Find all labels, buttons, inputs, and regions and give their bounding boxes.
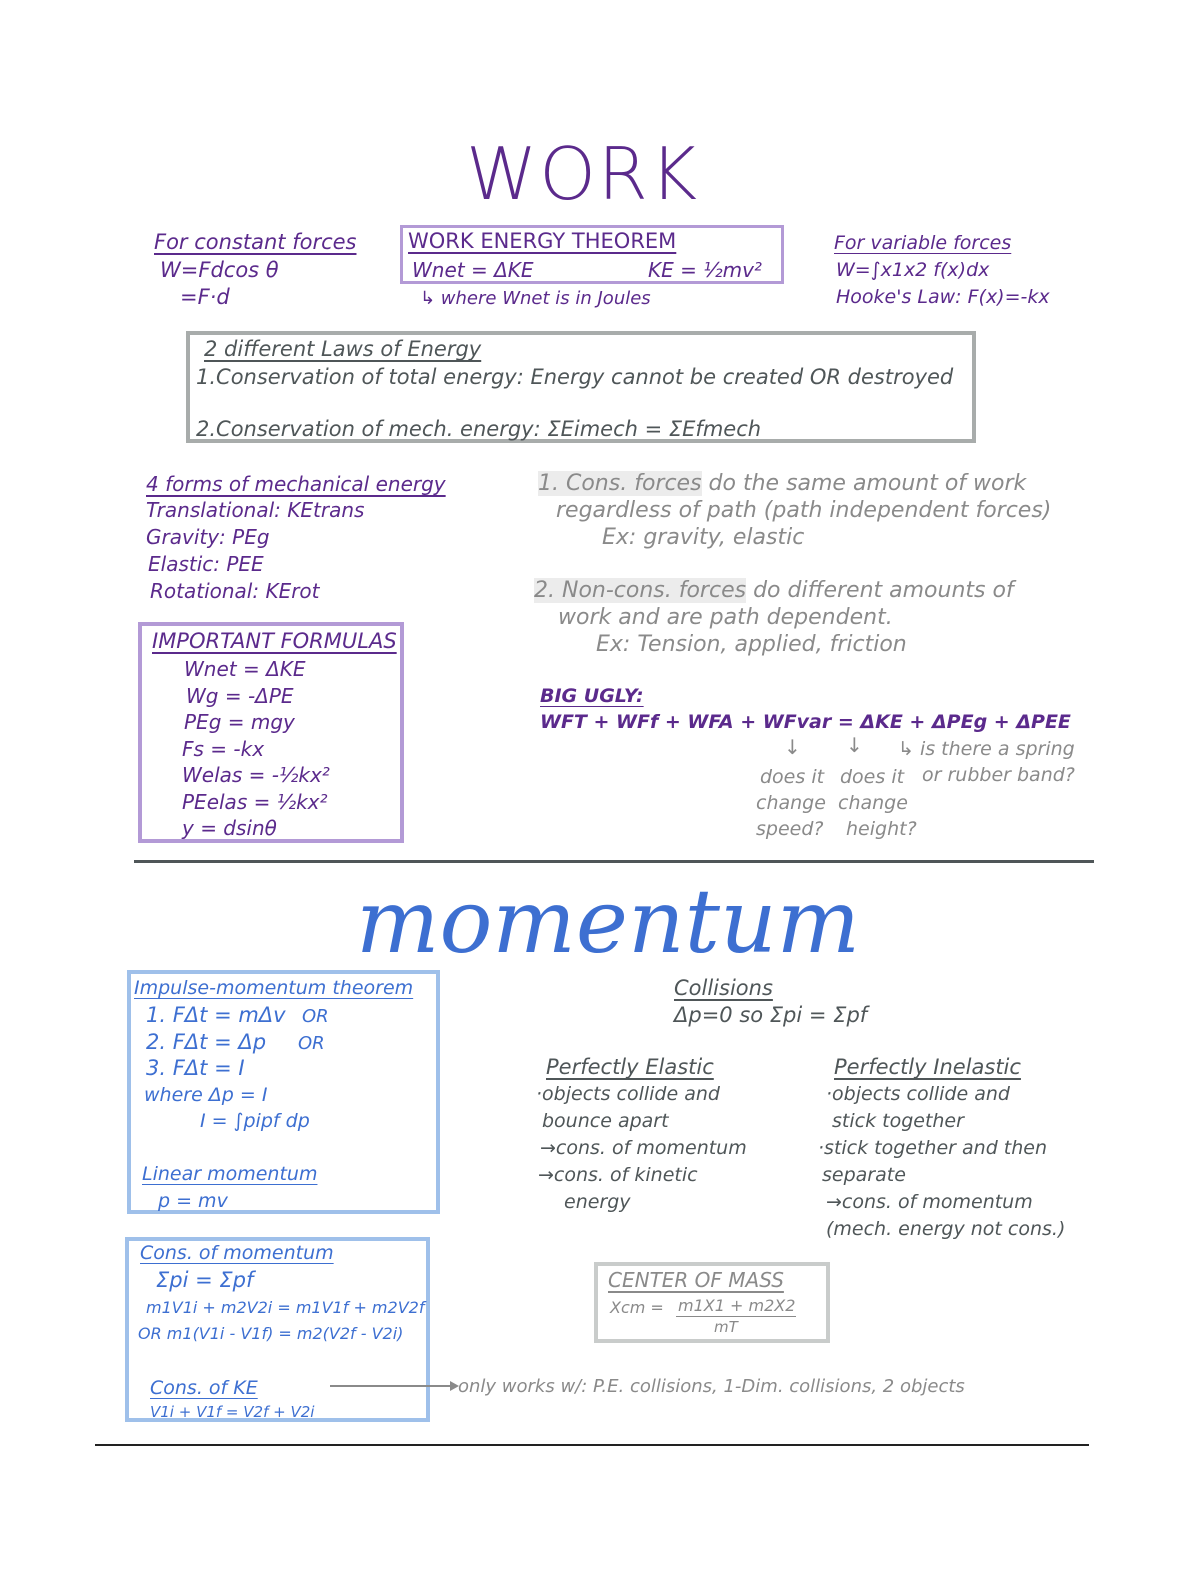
- laws-of-energy-line2: 2.Conservation of mech. energy: ΣEimech = ΣEfmech: [196, 417, 762, 441]
- impulse-where2: I = ∫pipf dp: [200, 1110, 310, 1132]
- center-of-mass-denominator: mT: [714, 1318, 738, 1336]
- important-formula: Welas = -½kx²: [182, 763, 330, 787]
- impulse-line1: 1. FΔt = mΔv: [146, 1003, 286, 1027]
- impulse-momentum-heading: Impulse-momentum theorem: [134, 977, 414, 999]
- important-formula: PEelas = ½kx²: [182, 789, 328, 814]
- noncons-forces-label: 2. Non-cons. forces: [534, 578, 747, 603]
- big-ugly-note-spring-b: or rubber band?: [922, 764, 1075, 786]
- cons-ke-arrow: [330, 1378, 460, 1394]
- inelastic-item: ·objects collide and: [826, 1083, 1010, 1105]
- impulse-or-1: OR: [302, 1006, 329, 1027]
- mechanical-energy-forms-heading: 4 forms of mechanical energy: [146, 472, 446, 496]
- important-formulas-heading: IMPORTANT FORMULAS: [152, 629, 397, 653]
- collisions-line: Δp=0 so Σpi = Σpf: [674, 1003, 868, 1027]
- big-ugly-note-speed-2: change: [756, 792, 826, 814]
- cons-ke-line: V1i + V1f = V2f + V2i: [150, 1403, 315, 1421]
- cons-momentum-line2: m1V1i + m2V2i = m1V1f + m2V2f: [146, 1298, 425, 1317]
- cons-forces-line2: regardless of path (path independent forces): [556, 498, 1052, 523]
- noncons-forces-line1: [534, 578, 1014, 603]
- work-energy-theorem-eq1: Wnet = ΔKE: [412, 258, 534, 282]
- big-ugly-note-height-3: height?: [846, 818, 917, 840]
- cons-momentum-heading: Cons. of momentum: [140, 1242, 334, 1264]
- linear-momentum-heading: Linear momentum: [142, 1163, 318, 1185]
- center-of-mass-fraction-bar: [676, 1316, 796, 1317]
- laws-of-energy-line1: 1.Conservation of total energy: Energy cannot be created OR destroyed: [196, 365, 954, 389]
- elastic-heading: Perfectly Elastic: [546, 1055, 714, 1079]
- elastic-item: →cons. of kinetic: [538, 1164, 698, 1186]
- linear-momentum-eq: p = mv: [158, 1190, 228, 1212]
- big-ugly-note-height-1: does it: [840, 766, 905, 788]
- cons-forces-label: 1. Cons. forces: [538, 471, 702, 496]
- variable-forces-line1: W=∫x1x2 f(x)dx: [836, 259, 990, 281]
- mechanical-energy-form: Rotational: KErot: [150, 579, 320, 603]
- important-formula: PEg = mgy: [184, 710, 295, 734]
- inelastic-item: →cons. of momentum: [826, 1191, 1033, 1213]
- inelastic-heading: Perfectly Inelastic: [834, 1055, 1021, 1079]
- inelastic-item: separate: [822, 1164, 906, 1186]
- work-energy-theorem-eq2: KE = ½mv²: [648, 258, 762, 282]
- noncons-forces-desc: do different amounts of: [753, 578, 1014, 603]
- big-ugly-equation: WFT + WFf + WFA + WFvar = ΔKE + ΔPEg + ΔPEE: [540, 711, 1071, 733]
- important-formula: y = dsinθ: [182, 816, 277, 840]
- work-energy-theorem-note: ↳ where Wnet is in Joules: [420, 288, 651, 309]
- cons-ke-note: only works w/: P.E. collisions, 1-Dim. collisions, 2 objects: [458, 1376, 965, 1397]
- mechanical-energy-form: Translational: KEtrans: [146, 498, 365, 522]
- cons-forces-desc: do the same amount of work: [708, 471, 1027, 496]
- constant-forces-line2: =F·d: [180, 285, 230, 309]
- big-ugly-note-spring-a: ↳ is there a spring: [898, 738, 1075, 760]
- big-ugly-arrow-speed: ↓: [784, 735, 801, 759]
- inelastic-item: (mech. energy not cons.): [826, 1218, 1066, 1240]
- big-ugly-arrow-height: ↓: [846, 733, 863, 757]
- noncons-forces-line3: Ex: Tension, applied, friction: [596, 632, 907, 657]
- impulse-where1: where Δp = I: [144, 1084, 268, 1106]
- variable-forces-line2: Hooke's Law: F(x)=-kx: [836, 286, 1050, 308]
- variable-forces-heading: For variable forces: [834, 232, 1012, 254]
- impulse-line3: 3. FΔt = I: [146, 1056, 245, 1080]
- inelastic-item: stick together: [832, 1110, 964, 1132]
- mechanical-energy-form: Gravity: PEg: [146, 525, 270, 549]
- impulse-or-2: OR: [298, 1033, 325, 1054]
- big-ugly-note-height-2: change: [838, 792, 908, 814]
- center-of-mass-numerator: m1X1 + m2X2: [678, 1296, 796, 1315]
- important-formula: Wg = -ΔPE: [186, 683, 294, 708]
- work-energy-theorem-heading: WORK ENERGY THEOREM: [408, 229, 677, 253]
- inelastic-item: ·stick together and then: [818, 1137, 1048, 1159]
- cons-forces-line1: [538, 471, 1026, 496]
- bottom-rule: [95, 1444, 1089, 1446]
- impulse-line2: 2. FΔt = Δp: [146, 1030, 267, 1054]
- collisions-heading: Collisions: [674, 976, 773, 1000]
- work-title: WORK: [466, 132, 700, 216]
- elastic-item: →cons. of momentum: [540, 1137, 747, 1159]
- laws-of-energy-heading: 2 different Laws of Energy: [204, 337, 482, 361]
- center-of-mass-lhs: Xcm =: [610, 1298, 664, 1317]
- constant-forces-line1: W=Fdcos θ: [160, 258, 279, 282]
- elastic-item: ·objects collide and: [536, 1083, 720, 1105]
- big-ugly-note-speed-1: does it: [760, 766, 825, 788]
- section-divider: [134, 860, 1094, 863]
- big-ugly-heading: BIG UGLY:: [540, 685, 644, 707]
- momentum-title: momentum: [356, 870, 861, 973]
- noncons-forces-line2: work and are path dependent.: [558, 605, 893, 630]
- cons-momentum-line3: OR m1(V1i - V1f) = m2(V2f - V2i): [138, 1324, 404, 1343]
- mechanical-energy-form: Elastic: PEE: [148, 552, 264, 576]
- cons-forces-line3: Ex: gravity, elastic: [602, 525, 805, 550]
- cons-momentum-line1: Σpi = Σpf: [156, 1268, 254, 1292]
- important-formula: Fs = -kx: [182, 736, 265, 761]
- elastic-item: energy: [564, 1191, 631, 1213]
- cons-ke-heading: Cons. of KE: [150, 1377, 258, 1399]
- elastic-item: bounce apart: [542, 1110, 669, 1132]
- constant-forces-heading: For constant forces: [154, 230, 357, 254]
- big-ugly-note-speed-3: speed?: [756, 818, 824, 840]
- center-of-mass-heading: CENTER OF MASS: [608, 1268, 784, 1292]
- important-formula: Wnet = ΔKE: [184, 657, 306, 681]
